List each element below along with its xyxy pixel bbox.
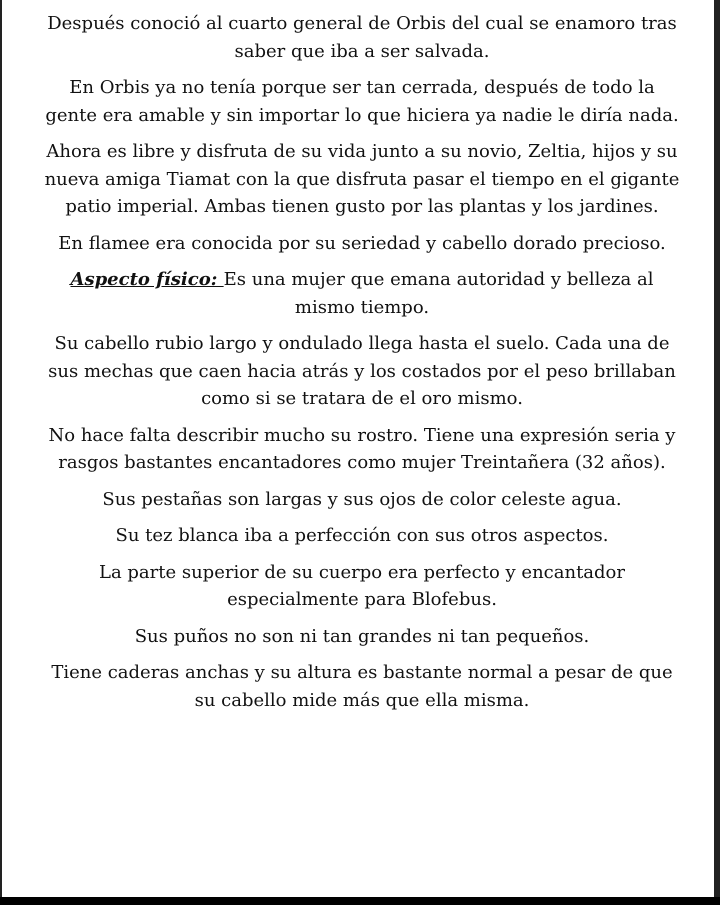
- paragraph-eyes: Sus pestañas son largas y sus ojos de color celeste agua.: [102, 488, 622, 510]
- paragraph-flamee: En flamee era conocida por su seriedad y cabello dorado precioso.: [58, 232, 666, 254]
- document-body: [42, 10, 682, 723]
- paragraph-orbis-life: En Orbis ya no tenía porque ser tan cerrada, después de todo la gente era amable y sin importar lo que hiciera ya nadie le diría nada.: [45, 77, 679, 126]
- paragraph-aspecto: [42, 266, 682, 321]
- paragraph-upper-body: La parte superior de su cuerpo era perfecto y encantador especialmente para Blofebus.: [98, 561, 625, 610]
- paragraph-orbis-general: Después conoció al cuarto general de Orbis del cual se enamoro tras saber que iba a ser salvada.: [47, 13, 677, 62]
- paragraph-face: No hace falta describir mucho su rostro. Tiene una expresión seria y rasgos bastantes encantadores como mujer Treintañera (32 años).: [48, 424, 676, 473]
- paragraph-skin: Su tez blanca iba a perfección con sus otros aspectos.: [115, 525, 609, 546]
- aspecto-heading: Aspecto físico:: [70, 269, 224, 290]
- paragraph-fists: Sus puños no son ni tan grandes ni tan pequeños.: [134, 625, 590, 647]
- paragraph-hair: Su cabello rubio largo y ondulado llega hasta el suelo. Cada una de sus mechas que caen hacia atrás y los costados por el peso brillaban como si se tratara de el oro mismo.: [48, 333, 676, 409]
- paragraph-freedom: Ahora es libre y disfruta de su vida junto a su novio, Zeltia, hijos y su nueva amiga Tiamat con la que disfruta pasar el tiempo en el gigante patio imperial. Ambas tienen gusto por las plantas y los jardines.: [44, 141, 680, 217]
- aspecto-text: Es una mujer que emana autoridad y belleza al mismo tiempo.: [223, 269, 654, 318]
- paragraph-hips: Tiene caderas anchas y su altura es bastante normal a pesar de que su cabello mide más que ella misma.: [51, 662, 673, 711]
